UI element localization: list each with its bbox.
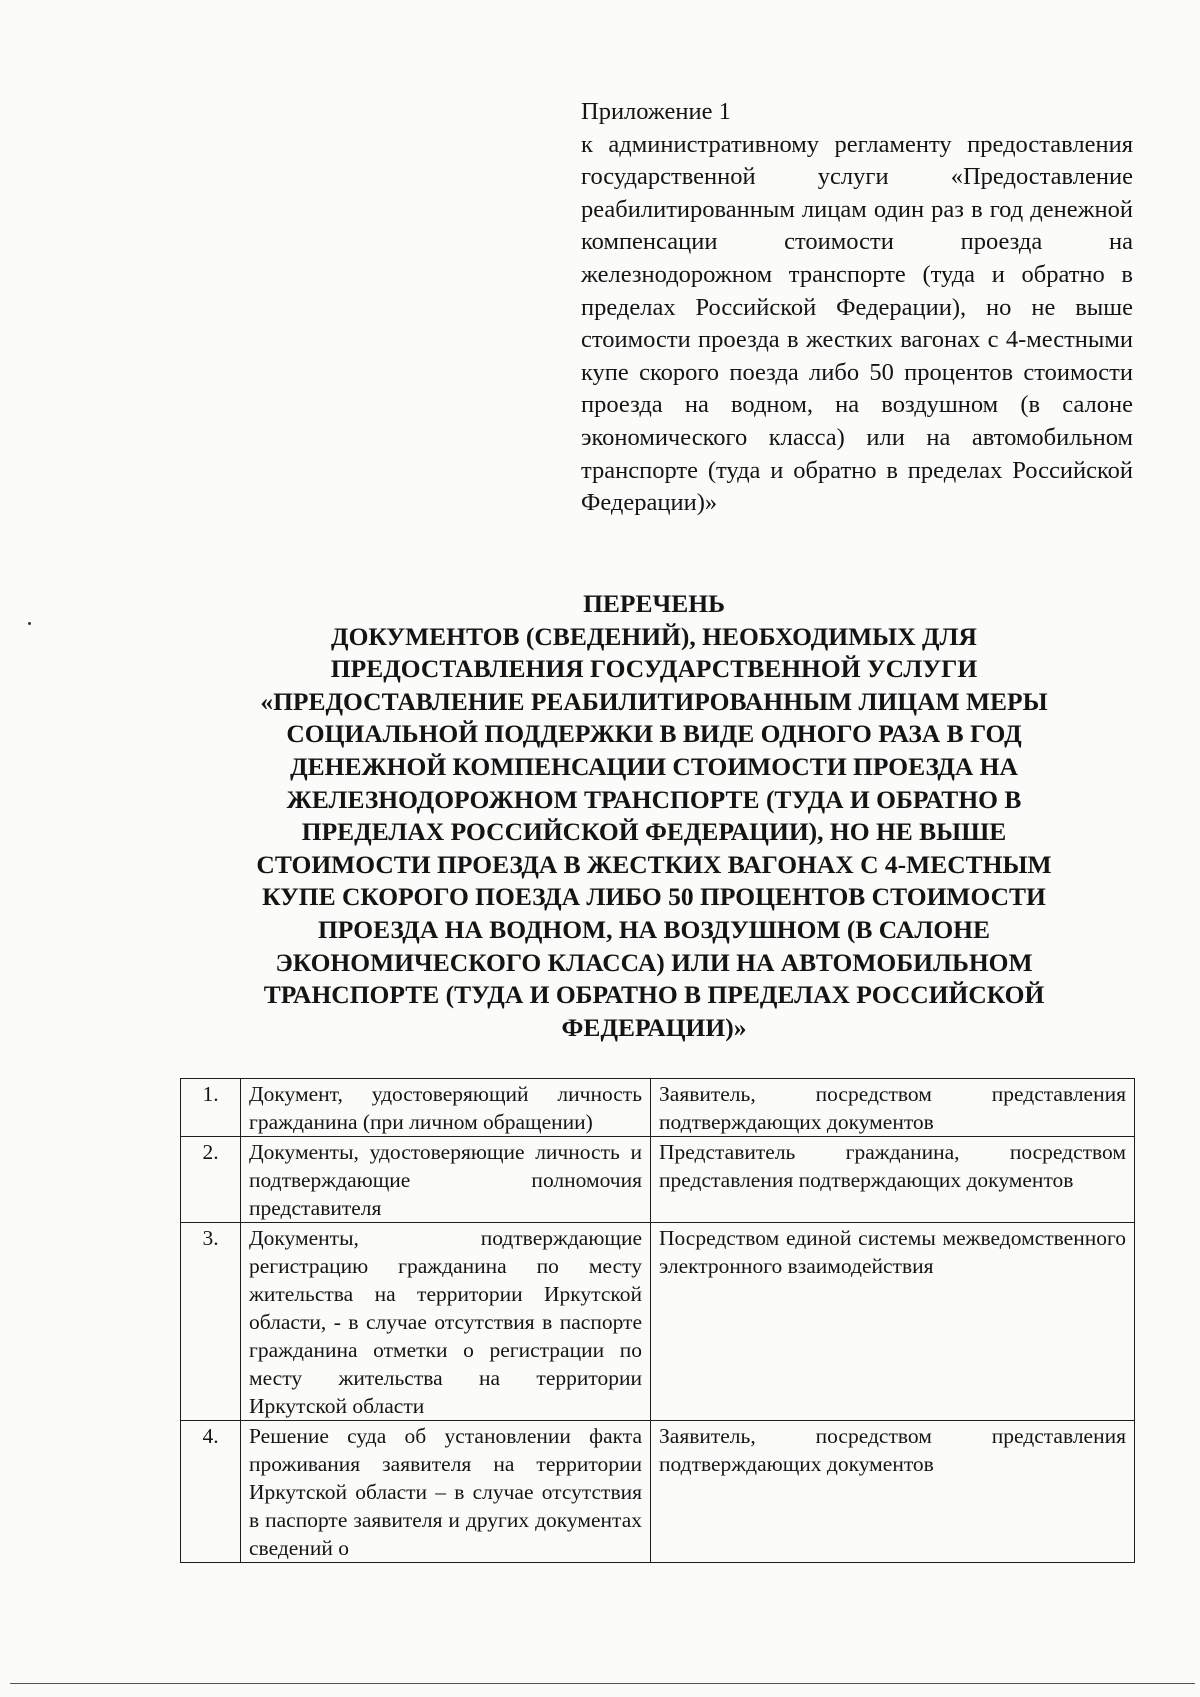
page-bottom-rule [10, 1683, 1195, 1684]
heading-line: ПРЕДЕЛАХ РОССИЙСКОЙ ФЕДЕРАЦИИ), НО НЕ ВЫШЕ [301, 817, 1007, 847]
document-cell: Решение суда об установлении факта проживания заявителя на территории Иркутской области – в случае отсутствия в паспорте заявителя и других документах сведений о [241, 1421, 651, 1563]
heading-line: ЭКОНОМИЧЕСКОГО КЛАССА) ИЛИ НА АВТОМОБИЛЬНОМ [275, 947, 1033, 977]
heading-line: КУПЕ СКОРОГО ПОЕЗДА ЛИБО 50 ПРОЦЕНТОВ СТОИМОСТИ [262, 882, 1046, 912]
heading-line: ФЕДЕРАЦИИ)» [561, 1012, 747, 1042]
table-row [181, 1421, 1135, 1563]
heading-line: СТОИМОСТИ ПРОЕЗДА В ЖЕСТКИХ ВАГОНАХ С 4-МЕСТНЫМ [256, 849, 1052, 879]
table-row [181, 1223, 1135, 1421]
document-heading [200, 588, 1108, 1044]
source-cell: Представитель гражданина, посредством представления подтверждающих документов [651, 1137, 1135, 1223]
scan-speck [28, 622, 31, 625]
row-number: 4. [181, 1421, 241, 1563]
heading-line: «ПРЕДОСТАВЛЕНИЕ РЕАБИЛИТИРОВАННЫМ ЛИЦАМ МЕРЫ [260, 686, 1048, 716]
row-number: 2. [181, 1137, 241, 1223]
heading-line: ДЕНЕЖНОЙ КОМПЕНСАЦИИ СТОИМОСТИ ПРОЕЗДА НА [290, 751, 1018, 781]
annex-title: Приложение 1 [581, 98, 731, 125]
document-cell: Документ, удостоверяющий личность гражданина (при личном обращении) [241, 1079, 651, 1137]
source-cell: Заявитель, посредством представления подтверждающих документов [651, 1421, 1135, 1563]
heading-line: ЖЕЛЕЗНОДОРОЖНОМ ТРАНСПОРТЕ (ТУДА И ОБРАТНО В [286, 784, 1022, 814]
row-number: 1. [181, 1079, 241, 1137]
heading-line: СОЦИАЛЬНОЙ ПОДДЕРЖКИ В ВИДЕ ОДНОГО РАЗА В ГОД [286, 719, 1022, 749]
row-number: 3. [181, 1223, 241, 1421]
heading-line: ПРОЕЗДА НА ВОДНОМ, НА ВОЗДУШНОМ (В САЛОНЕ [317, 914, 991, 944]
heading-line: ПЕРЕЧЕНЬ [583, 589, 725, 618]
annex-block [581, 96, 1133, 520]
heading-line: ДОКУМЕНТОВ (СВЕДЕНИЙ), НЕОБХОДИМЫХ ДЛЯ [331, 621, 977, 651]
heading-line: ПРЕДОСТАВЛЕНИЯ ГОСУДАРСТВЕННОЙ УСЛУГИ [330, 654, 978, 684]
table-row [181, 1079, 1135, 1137]
documents-table [180, 1078, 1135, 1563]
source-cell: Посредством единой системы межведомственного электронного взаимодействия [651, 1223, 1135, 1421]
table-row [181, 1137, 1135, 1223]
source-cell: Заявитель, посредством представления подтверждающих документов [651, 1079, 1135, 1137]
annex-text: к административному регламенту предоставления государственной услуги «Предоставление реабилитированным лицам один раз в год денежной компенсации стоимости проезда на железнодорожном транспорте (туда и обратно в пределах Российской Федерации), но не выше стоимости проезда в жестких вагонах с 4-местными купе скорого поезда либо 50 процентов стоимости проезда на водном, на воздушном (в салоне экономического класса) или на автомобильном транспорте (туда и обратно в пределах Российской Федерации)» [581, 130, 1133, 517]
document-cell: Документы, подтверждающие регистрацию гражданина по месту жительства на территории Иркутской области, - в случае отсутствия в паспорте гражданина отметки о регистрации по месту жительства на территории Иркутской области [241, 1223, 651, 1421]
document-cell: Документы, удостоверяющие личность и подтверждающие полномочия представителя [241, 1137, 651, 1223]
heading-line: ТРАНСПОРТЕ (ТУДА И ОБРАТНО В ПРЕДЕЛАХ РОССИЙСКОЙ [263, 980, 1045, 1010]
